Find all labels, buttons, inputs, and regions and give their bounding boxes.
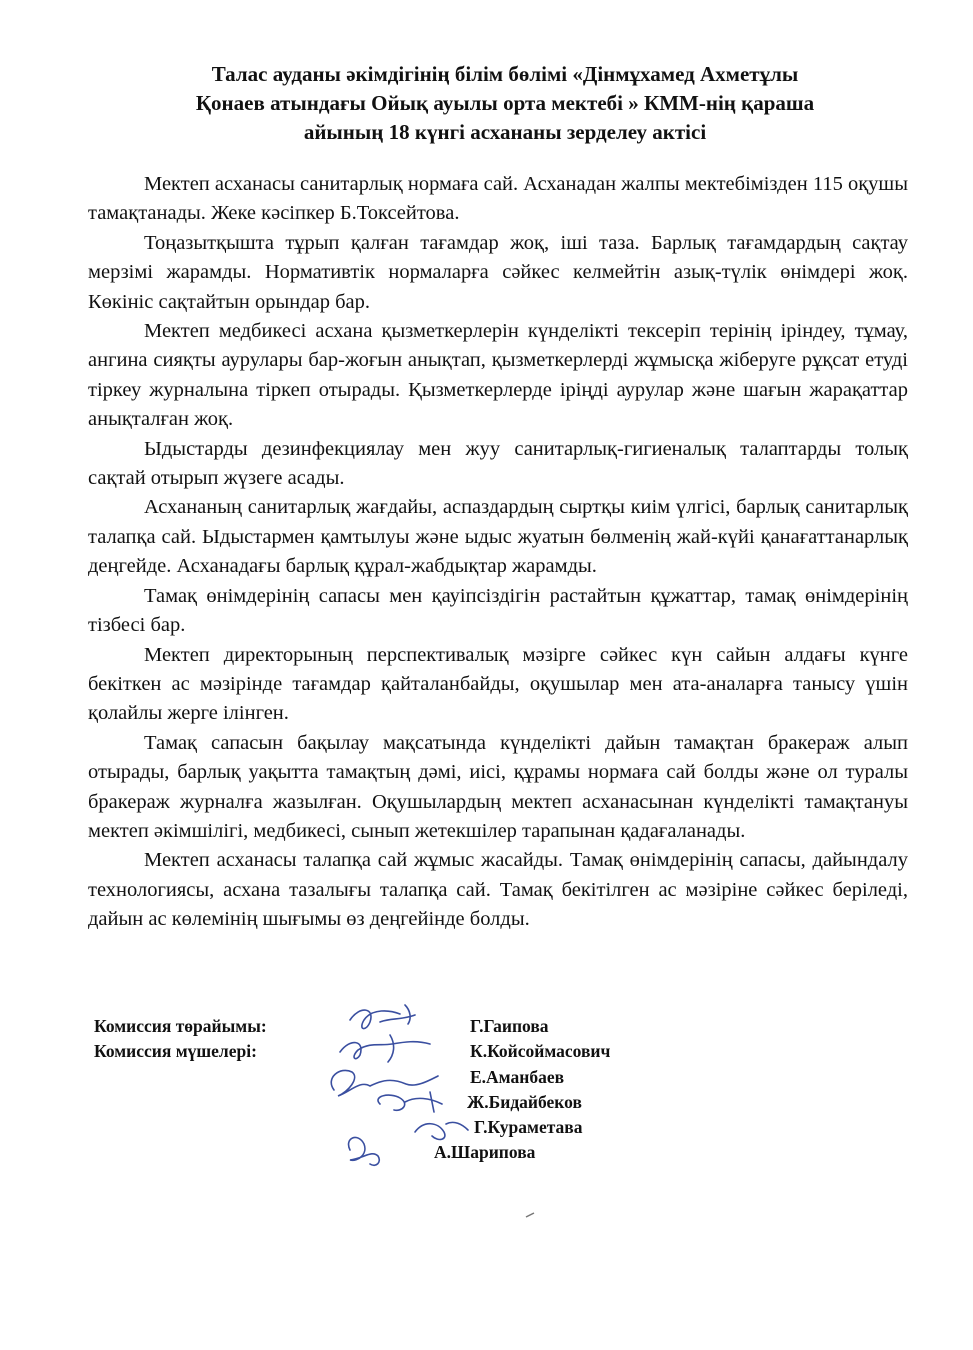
title-line-3: айының 18 күнгі асхананы зерделеу актісі — [303, 120, 707, 144]
chair-name: Г.Гаипова — [470, 1016, 549, 1036]
member-name: К.Койсоймасович — [470, 1041, 611, 1061]
paragraph: Мектеп асханасы талапқа сай жұмыс жасайды. Тамақ өнімдерінің сапасы, дайындалу технологиясы, асхана тазалығы талапқа сай. Тамақ бекітілген ас мәзіріне сәйкес беріледі, дайын ас көлемінің шығымы өз деңгейінде болды. — [88, 849, 908, 931]
paragraph: Мектеп директорының перспективалық мәзірге сәйкес күн сайын алдағы күнге бекіткен ас мәзірінде тағамдар қайталанбайды, оқушылар мен ата-аналарға танысу үшін қолайлы жерге ілінген. — [88, 643, 908, 725]
members-label: Комиссия мүшелері: — [94, 1041, 257, 1061]
paragraph: Мектеп асханасы санитарлық нормаға сай. Асханадан жалпы мектебімізден 115 оқушы тамақтанады. Жеке кәсіпкер Б.Токсейтова. — [88, 173, 908, 225]
signature-block — [94, 1016, 794, 1186]
paragraph: Асхананың санитарлық жағдайы, аспаздардың сыртқы киім үлгісі, барлық санитарлық талапқа сай. Ыдыстармен қамтылуы және ыдыс жуатын бөлменің жай-күйі қанағаттанарлық деңгейде. Асханадағы барлық құрал-жабдықтар жарамды. — [88, 496, 908, 578]
document-title — [110, 60, 900, 147]
paragraph: Тамақ сапасын бақылау мақсатында күнделікті дайын тамақтан бракераж алып отырады, барлық уақытта тамақтың дәмі, иісі, құрамы нормаға сай болды және ол туралы бракераж журналға жазылған. Оқушылардың мектеп асханасынан күнделікті тамақтануы мектеп әкімшілігі, медбикесі, сынып жетекшілер тарапынан қадағаланады. — [88, 731, 908, 842]
member-name: Е.Аманбаев — [470, 1067, 565, 1087]
member-name: Ж.Бидайбеков — [467, 1092, 582, 1112]
chair-label: Комиссия төрайымы: — [94, 1016, 267, 1036]
document-body — [88, 170, 908, 935]
paragraph: Ыдыстарды дезинфекциялау мен жуу санитарлық-гигиеналық талаптарды толық сақтай отырып жүзеге асады. — [88, 437, 908, 490]
member-name: Г.Кураметава — [474, 1117, 583, 1137]
scan-speck — [525, 1212, 535, 1218]
title-line-2: Қонаев атындағы Ойық ауылы орта мектебі » КММ-нің қараша — [195, 91, 815, 115]
title-line-1: Талас ауданы әкімдігінің білім бөлімі «Дінмұхамед Ахметұлы — [211, 62, 799, 86]
member-name: А.Шарипова — [434, 1142, 536, 1162]
paragraph: Тоңазытқышта тұрып қалған тағамдар жоқ, іші таза. Барлық тағамдардың сақтау мерзімі жарамды. Нормативтік нормаларға сәйкес келмейтін азық-түлік өнімдері жоқ. Көкініс сақтайтын орындар бар. — [88, 231, 908, 313]
paragraph: Мектеп медбикесі асхана қызметкерлерін күнделікті тексеріп терінің іріндеу, тұмау, ангина сияқты аурулары бар-жоғын анықтап, қызметкерлерді жұмысқа жіберуге рұқсат етуді тіркеу журналына тіркеп отырады. Қызметкерлерде іріңді аурулар және шағын жарақаттар анықталған жоқ. — [88, 320, 908, 431]
paragraph: Тамақ өнімдерінің сапасы мен қауіпсіздігін растайтын құжаттар, тамақ өнімдерінің тізбесі бар. — [88, 584, 908, 637]
